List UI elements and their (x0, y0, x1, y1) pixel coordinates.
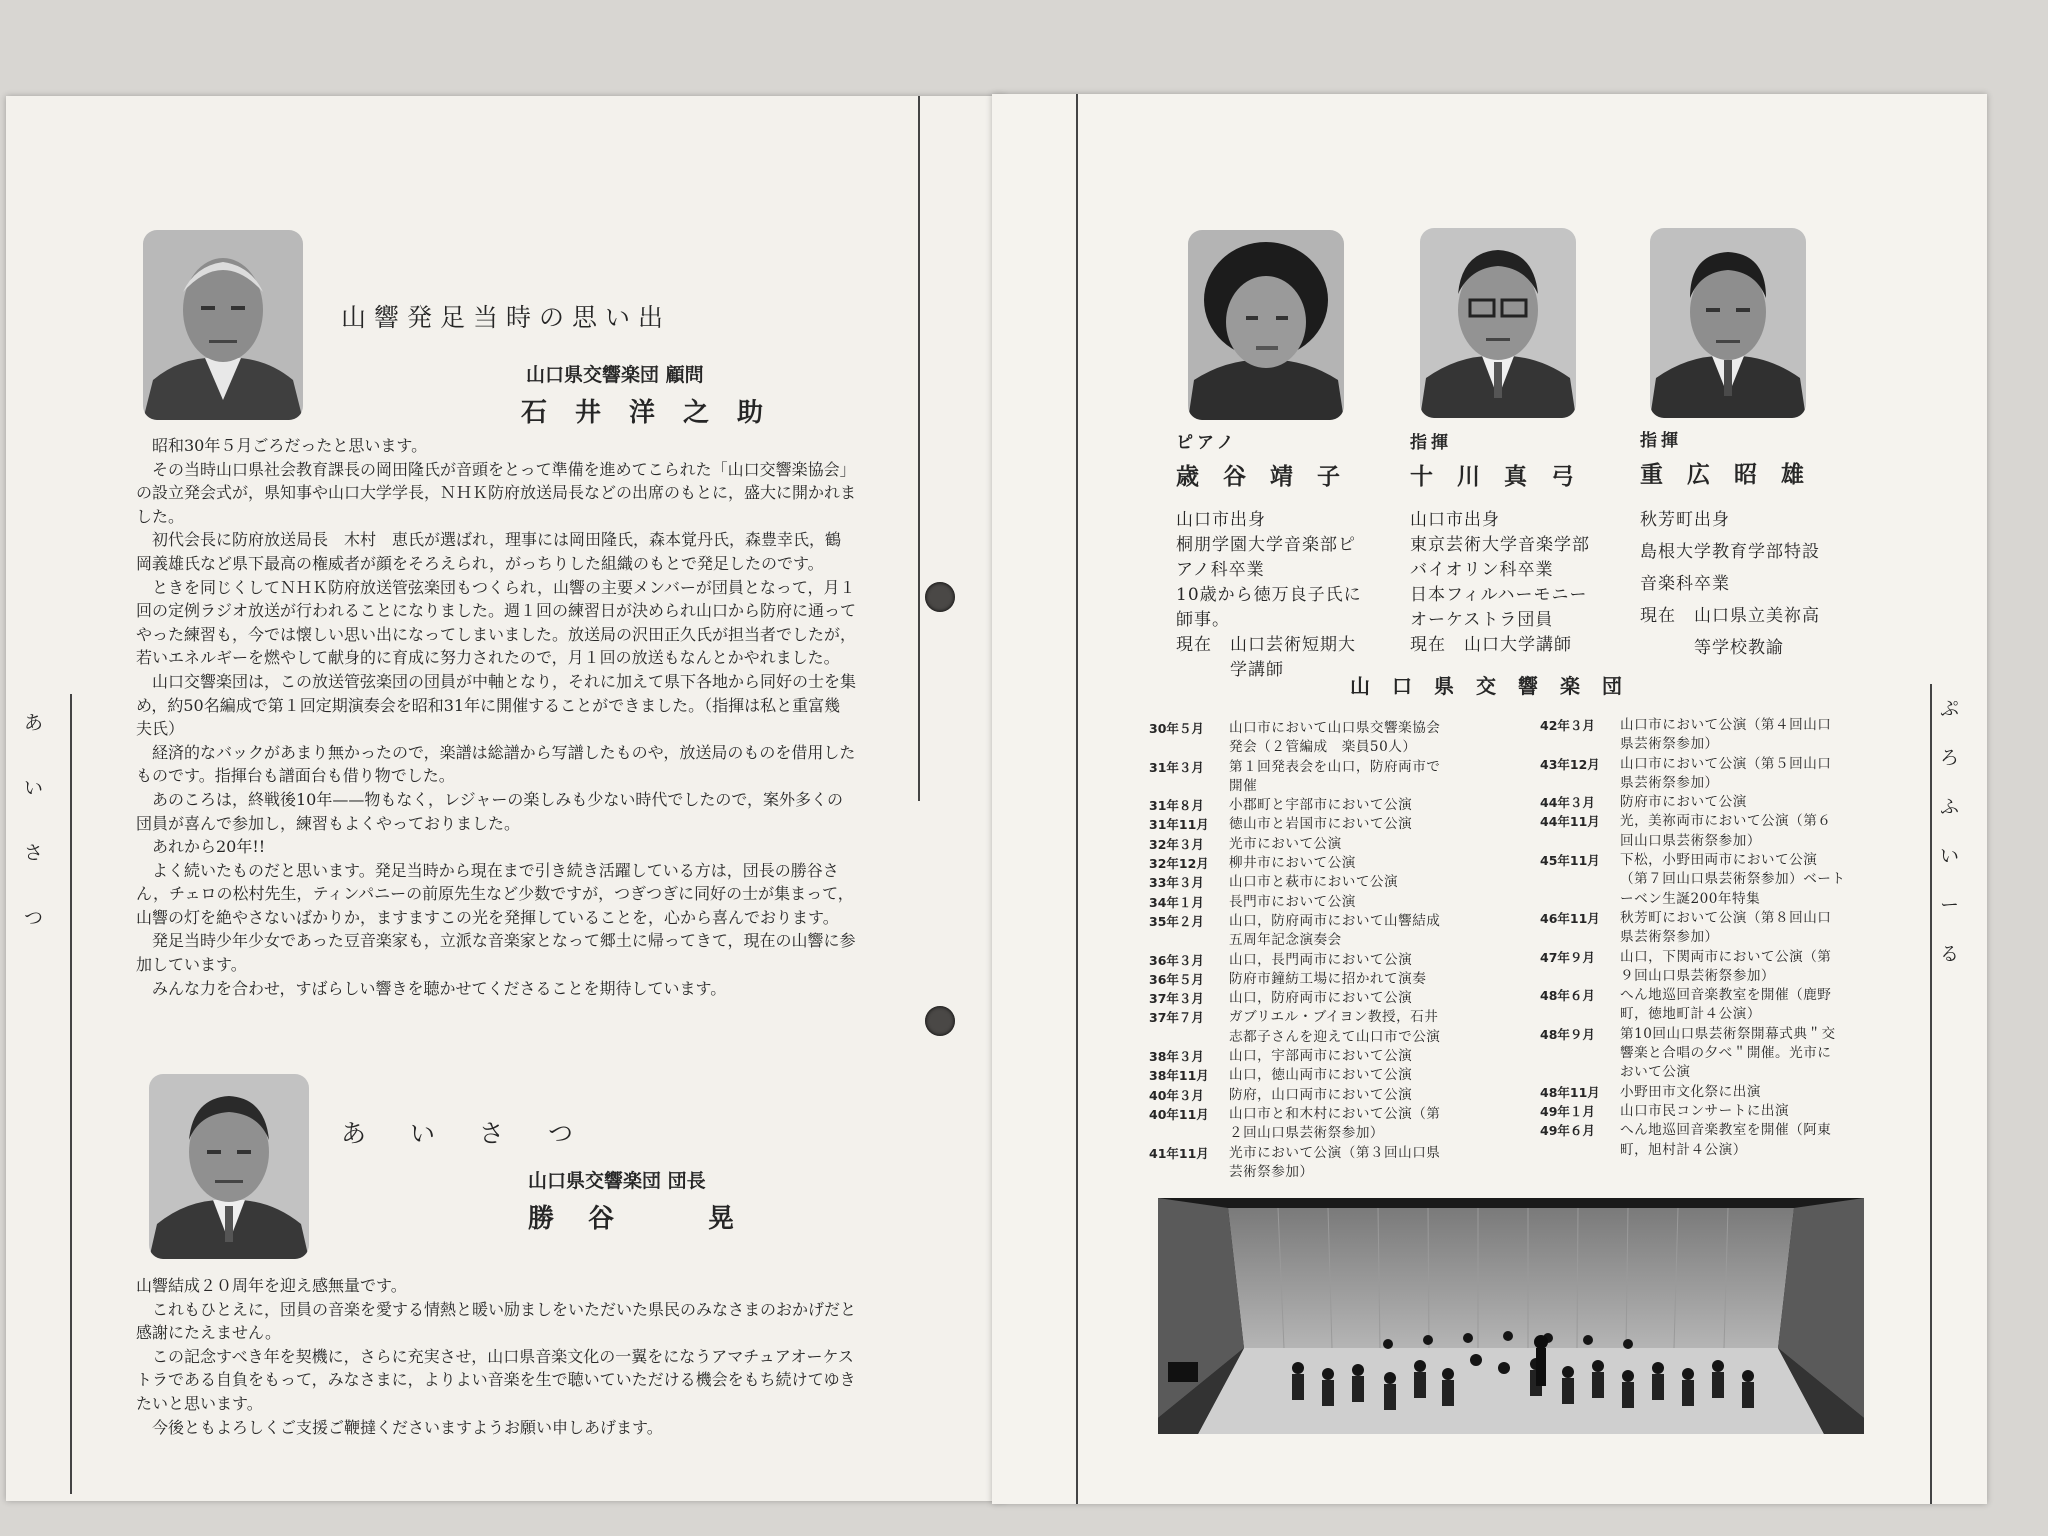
history-year: 31年11月 (1149, 817, 1209, 833)
fold-line (918, 96, 920, 801)
portrait-conductor-togawa (1420, 228, 1576, 418)
history-year: 37年７月 (1149, 1010, 1204, 1026)
profile-role: ピアノ (1176, 433, 1238, 453)
history-entry (1149, 758, 1479, 797)
history-year: 32年３月 (1149, 836, 1204, 852)
orchestra-photo (1158, 1198, 1864, 1434)
history-year: 48年６月 (1540, 988, 1595, 1004)
paragraph: よく続いたものだと思います。発足当時から現在まで引き続き活躍している方は，団長の勝谷さん，チェロの松村先生，ティンパニーの前原先生など少数ですが，つぎつぎに同好の士が集まって，山響の灯を絶やさないばかりか，ますますこの光を発揮していることを，心から喜んでおります。 (136, 860, 854, 927)
history-year: 36年５月 (1149, 971, 1204, 987)
history-year: 31年８月 (1149, 798, 1204, 814)
history-event-line: 第10回山口県芸術祭開幕式典＂交 (1620, 1025, 1836, 1042)
history-event (1620, 909, 1880, 948)
history-year: 49年６月 (1540, 1123, 1595, 1139)
history-event-line: 響楽と合唱の夕べ＂開催。光市に (1620, 1045, 1832, 1062)
history-event (1620, 1025, 1880, 1083)
history-event-line: おいて公演 (1620, 1064, 1691, 1081)
side-label-aisatsu: あ い さ つ (24, 712, 44, 929)
history-event (1620, 986, 1880, 1025)
paragraph: 今後ともよろしくご支援ご鞭撻くださいますようお願い申しあげます。 (152, 1417, 663, 1437)
history-year: 48年11月 (1540, 1084, 1600, 1100)
history-entry (1149, 912, 1479, 951)
history-year: 44年11月 (1540, 814, 1600, 830)
history-year: 34年１月 (1149, 894, 1204, 910)
history-event-line: 発会（２管編成 楽員50人） (1229, 739, 1417, 756)
history-event (1229, 1144, 1479, 1183)
history-entry (1149, 1008, 1479, 1047)
history-event (1229, 854, 1479, 873)
history-event (1229, 1008, 1479, 1047)
history-event-line: 山口，長門両市において公演 (1229, 951, 1413, 968)
margin-line (70, 694, 72, 1494)
history-event (1620, 1102, 1880, 1121)
history-event-line: 光市において公演（第３回山口県 (1229, 1144, 1441, 1161)
history-event-line: 長門市において公演 (1229, 893, 1356, 910)
paragraph: みんな力を合わせ，すばらしい響きを聴かせてくださることを期待しています。 (152, 978, 727, 998)
history-year: 37年３月 (1149, 991, 1204, 1007)
paragraph: 山口交響楽団は，この放送管弦楽団の団員が中軸となり，それに加えて県下各地から同好の士を集め，約50名編成で第１回定期演奏会を昭和31年に開催することができました。（指揮は私と重富幾夫氏） (136, 671, 857, 739)
article2-body (136, 1274, 856, 1439)
history-event-line: 山口，徳山両市において公演 (1229, 1067, 1413, 1084)
profile-name: 重広昭雄 (1640, 461, 1828, 488)
history-event (1229, 970, 1479, 989)
history-event (1229, 1047, 1479, 1066)
history-event (1620, 948, 1880, 987)
left-page (6, 96, 1006, 1501)
history-entry (1540, 986, 1880, 1025)
article1-body (136, 434, 856, 1000)
history-entry (1540, 755, 1880, 794)
history-entry (1149, 1086, 1479, 1105)
history-event (1620, 793, 1880, 812)
history-event (1620, 851, 1880, 909)
history-event (1229, 796, 1479, 815)
history-entry (1540, 716, 1880, 755)
history-entry (1149, 873, 1479, 892)
history-event-line: 下松，小野田両市において公演 (1620, 852, 1818, 869)
history-event (1229, 912, 1479, 951)
paragraph: ときを同じくしてＮＨＫ防府放送管弦楽団もつくられ，山響の主要メンバーが団員となって，月１回の定例ラジオ放送が行われることになりました。週１回の練習日が決められ山口から防府に通ってやった練習も，今では懐しい思い出になってしまいました。放送局の沢田正久氏が担当者でしたが，若いエネルギーを燃やして献身的に育成に努力されたので，月１回の放送もなんとかやれました。 (136, 577, 857, 668)
portrait-pianist (1188, 230, 1344, 420)
history-event-line: ９回山口県芸術祭参加） (1620, 967, 1776, 984)
portrait-conductor-shigehiro (1650, 228, 1806, 418)
history-entry (1540, 948, 1880, 987)
history-entry (1540, 793, 1880, 812)
history-list-right (1540, 716, 1880, 1160)
binder-hole (925, 582, 955, 612)
history-event-line: （第７回山口県芸術祭参加）ベート (1620, 871, 1846, 888)
history-year: 42年３月 (1540, 718, 1595, 733)
history-event (1229, 719, 1479, 758)
history-event-line: 秋芳町において公演（第８回山口 (1620, 909, 1832, 926)
article1-title: 山響発足当時の思い出 (341, 303, 672, 332)
article2-title: あいさつ (341, 1119, 618, 1148)
history-year: 31年３月 (1149, 759, 1204, 775)
history-event-line: 県芸術祭参加） (1620, 774, 1719, 791)
history-entry (1149, 1144, 1479, 1183)
history-event-line: へん地巡回音楽教室を開催（鹿野 (1620, 987, 1832, 1004)
margin-line (1930, 684, 1932, 1504)
history-year: 46年11月 (1540, 910, 1600, 926)
history-event (1229, 1066, 1479, 1085)
history-entry (1149, 970, 1479, 989)
history-event-line: 山口市において公演（第５回山口 (1620, 755, 1832, 772)
history-year: 38年11月 (1149, 1068, 1209, 1084)
history-event-line: 山口，防府両市において公演 (1229, 990, 1413, 1007)
history-event (1229, 893, 1479, 912)
history-entry (1149, 1105, 1479, 1144)
history-event-line: 小野田市文化祭に出演 (1620, 1083, 1761, 1100)
paragraph: 経済的なバックがあまり無かったので，楽譜は総譜から写譜したものや，放送局のものを借用したものです。指揮台も譜面台も借り物でした。 (136, 742, 856, 786)
profile-role: 指揮 (1640, 431, 1682, 451)
history-entry (1540, 1025, 1880, 1083)
paragraph: 昭和30年５月ごろだったと思います。 (152, 436, 428, 455)
history-event-line: 山口市において公演（第４回山口 (1620, 717, 1832, 733)
history-year: 48年９月 (1540, 1026, 1595, 1042)
profile-name: 歳谷靖子 (1176, 463, 1364, 490)
history-event-line: ガブリエル・ブイヨン教授，石井 (1229, 1009, 1439, 1026)
history-event-line: ２回山口県芸術祭参加） (1229, 1125, 1385, 1142)
history-event-line: 防府市において公演 (1620, 794, 1747, 811)
history-event-line: 開催 (1229, 777, 1258, 794)
paragraph: あのころは，終戦後10年——物もなく，レジャーの楽しみも少ない時代でしたので，案外多くの団員が喜んで参加し，練習もよくやっておりました。 (136, 789, 844, 833)
paragraph: 山響結成２０周年を迎え感無量です。 (136, 1276, 407, 1295)
history-event (1229, 815, 1479, 834)
history-event (1229, 951, 1479, 970)
history-entry (1540, 851, 1880, 909)
history-event-line: 山口市において山口県交響楽協会 (1229, 720, 1441, 736)
history-entry (1149, 854, 1479, 873)
history-year: 47年９月 (1540, 949, 1595, 965)
history-event-line: 防府市鐘紡工場に招かれて演奏 (1229, 970, 1427, 987)
history-event-line: 山口市民コンサートに出演 (1620, 1102, 1790, 1119)
paragraph: これもひとえに，団員の音楽を愛する情熱と暖い励ましをいただいた県民のみなさまのおかげだと感謝にたえません。 (136, 1299, 857, 1343)
history-year: 41年11月 (1149, 1145, 1209, 1161)
history-year: 35年２月 (1149, 913, 1204, 929)
history-event-line: へん地巡回音楽教室を開催（阿東 (1620, 1122, 1832, 1139)
history-event (1620, 1121, 1880, 1160)
history-entry (1149, 796, 1479, 815)
paragraph: その当時山口県社会教育課長の岡田隆氏が音頭をとって準備を進めてこられた「山口交響楽協会」の設立発会式が，県知事や山口大学学長，ＮＨＫ防府放送局長などの出席のもとに，盛大に開かれました。 (136, 459, 857, 526)
history-event-line: 柳井市において公演 (1229, 855, 1356, 872)
history-entry (1149, 1047, 1479, 1066)
paragraph: この記念すべき年を契機に，さらに充実させ，山口県音楽文化の一翼をになうアマチュアオーケストラである自負をもって，みなさまに，よりよい音楽を生で聴いていただける機会をもち続けてゆきたいと思います。 (136, 1346, 856, 1413)
paragraph: 初代会長に防府放送局長 木村 恵氏が選ばれ，理事には岡田隆氏，森本覚丹氏，森豊幸氏，鶴岡義雄氏など県下最高の権威者が顔をそろえられ，がっちりした組織のもとで発足したのです。 (136, 530, 841, 573)
history-entry (1540, 1121, 1880, 1160)
history-entry (1540, 812, 1880, 851)
history-list-left (1149, 719, 1479, 1182)
history-event-line: 第１回発表会を山口，防府両市で (1229, 758, 1441, 775)
history-entry (1149, 989, 1479, 1008)
history-year: 40年11月 (1149, 1106, 1209, 1122)
history-event-line: 光，美祢両市において公演（第６ (1620, 813, 1832, 830)
history-event-line: 町，徳地町計４公演） (1620, 1006, 1761, 1023)
history-entry (1149, 719, 1479, 758)
profile-description: 山口市出身 桐朋学園大学音楽部ピ アノ科卒業 10歳から徳万良子氏に 師事。 現在 山口芸術短期大 学講師 (1176, 510, 1362, 680)
history-entry (1149, 951, 1479, 970)
history-event-line: 防府，山口両市において公演 (1229, 1086, 1413, 1103)
history-event-line: 県芸術祭参加） (1620, 736, 1719, 753)
paragraph: あれから20年!! (152, 837, 266, 857)
history-event-line: 町，旭村計４公演） (1620, 1141, 1747, 1158)
history-event (1229, 1086, 1479, 1105)
history-event (1620, 755, 1880, 794)
history-event-line: ーベン生誕200年特集 (1620, 890, 1761, 907)
history-event-line: 県芸術祭参加） (1620, 929, 1719, 946)
profile-role: 指揮 (1410, 433, 1452, 453)
history-event (1229, 989, 1479, 1008)
history-event (1620, 716, 1880, 755)
side-label-profile: ぷ ろ ふ い ー る (1940, 698, 1960, 965)
article1-org: 山口県交響楽団 顧問 (526, 364, 704, 386)
history-event-line: 小郡町と宇部市において公演 (1229, 797, 1413, 814)
history-entry (1149, 835, 1479, 854)
history-event-line: 徳山市と岩国市において公演 (1229, 816, 1413, 833)
right-page (992, 94, 1987, 1504)
history-year: 45年11月 (1540, 853, 1600, 869)
history-event-line: 芸術祭参加） (1229, 1163, 1314, 1180)
history-event (1620, 812, 1880, 851)
portrait-ishii (143, 230, 303, 420)
history-entry (1149, 1066, 1479, 1085)
history-event-line: 山口市と和木村において公演（第 (1229, 1105, 1441, 1122)
history-year: 30年５月 (1149, 721, 1204, 736)
history-event-line: 山口，防府両市において山響結成 (1229, 912, 1441, 929)
history-year: 49年１月 (1540, 1103, 1595, 1119)
paragraph: 発足当時少年少女であった豆音楽家も，立派な音楽家となって郷土に帰ってきて，現在の山響に参加しています。 (136, 931, 856, 975)
article2-org: 山口県交響楽団 団長 (528, 1170, 706, 1192)
history-event-line: 志都子さんを迎えて山口市で公演 (1229, 1028, 1441, 1045)
history-year: 44年３月 (1540, 795, 1595, 811)
history-entry (1149, 815, 1479, 834)
history-year: 43年12月 (1540, 756, 1600, 772)
history-year: 32年12月 (1149, 856, 1209, 872)
history-event-line: 光市において公演 (1229, 835, 1342, 852)
history-event-line: 山口市と萩市において公演 (1229, 874, 1399, 891)
history-event-line: 山口，宇部両市において公演 (1229, 1048, 1413, 1065)
history-event (1620, 1083, 1880, 1102)
history-title: 山口県交響楽団 (1350, 674, 1644, 698)
history-event-line: 山口，下関両市において公演（第 (1620, 948, 1832, 965)
history-entry (1540, 909, 1880, 948)
history-event (1229, 758, 1479, 797)
portrait-katsuya (149, 1074, 309, 1259)
history-entry (1149, 893, 1479, 912)
history-event (1229, 873, 1479, 892)
history-year: 38年３月 (1149, 1049, 1204, 1065)
profile-name: 十川真弓 (1410, 463, 1598, 490)
fold-line (1076, 94, 1078, 1504)
history-event (1229, 835, 1479, 854)
binder-hole (925, 1006, 955, 1036)
history-year: 33年３月 (1149, 875, 1204, 891)
history-event-line: 回山口県芸術祭参加） (1620, 832, 1761, 849)
profile-description: 山口市出身 東京芸術大学音楽学部 バイオリン科卒業 日本フィルハーモニー オーケストラ団員 現在 山口大学講師 (1410, 510, 1590, 655)
history-year: 36年３月 (1149, 952, 1204, 968)
article2-author: 勝谷 晃 (528, 1204, 769, 1234)
article1-author: 石井洋之助 (521, 398, 792, 428)
history-year: 40年３月 (1149, 1087, 1204, 1103)
history-entry (1540, 1102, 1880, 1121)
history-entry (1540, 1083, 1880, 1102)
profile-description: 秋芳町出身 島根大学教育学部特設 音楽科卒業 現在 山口県立美祢高 等学校教諭 (1640, 510, 1820, 658)
history-event (1229, 1105, 1479, 1144)
history-event-line: 五周年記念演奏会 (1229, 932, 1342, 949)
